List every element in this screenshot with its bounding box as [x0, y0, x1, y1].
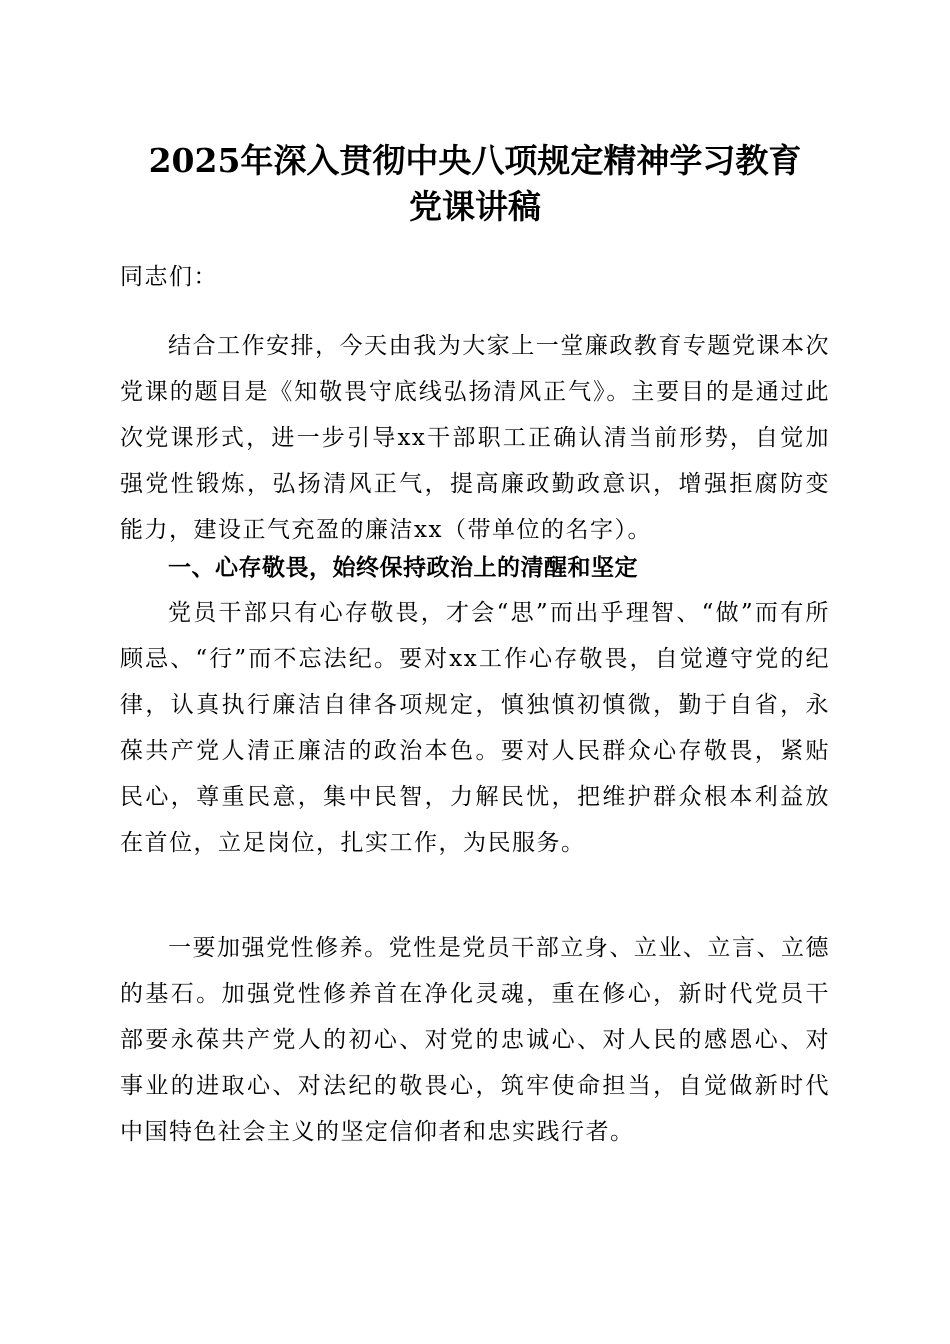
paragraph-party-spirit: 一要加强党性修养。党性是党员干部立身、立业、立言、立德的基石。加强党性修养首在净化灵魂，重在修心，新时代党员干部要永葆共产党人的初心、对党的忠诚心、对人民的感恩心、对事业的进取心、对法纪的敬畏心，筑牢使命担当，自觉做新时代中国特色社会主义的坚定信仰者和忠实践行者。: [120, 935, 830, 1145]
document-title-line2: 党课讲稿: [409, 187, 541, 226]
paragraph-intro: 结合工作安排，今天由我为大家上一堂廉政教育专题党课本次党课的题目是《知敬畏守底线弘扬清风正气》。主要目的是通过此次党课形式，进一步引导xx干部职工正确认清当前形势，自觉加强党性锻炼，弘扬清风正气，提高廉政勤政意识，增强拒腐防变能力，建设正气充盈的廉洁xx（带单位的名字）。: [120, 333, 830, 543]
section-heading-1: 一、心存敬畏，始终保持政治上的清醒和坚定: [168, 555, 638, 581]
paragraph-awe: 党员干部只有心存敬畏，才会“思”而出乎理智、“做”而有所顾忌、“行”而不忘法纪。要对xx工作心存敬畏，自觉遵守党的纪律，认真执行廉洁自律各项规定，慎独慎初慎微，勤于自省，永葆共产党人清正廉洁的政治本色。要对人民群众心存敬畏，紧贴民心，尊重民意，集中民智，力解民忧，把维护群众根本利益放在首位，立足岗位，扎实工作，为民服务。: [120, 600, 830, 856]
document-title-line1: 2025年深入贯彻中央八项规定精神学习教育: [148, 141, 802, 180]
salutation: 同志们：: [120, 264, 218, 290]
